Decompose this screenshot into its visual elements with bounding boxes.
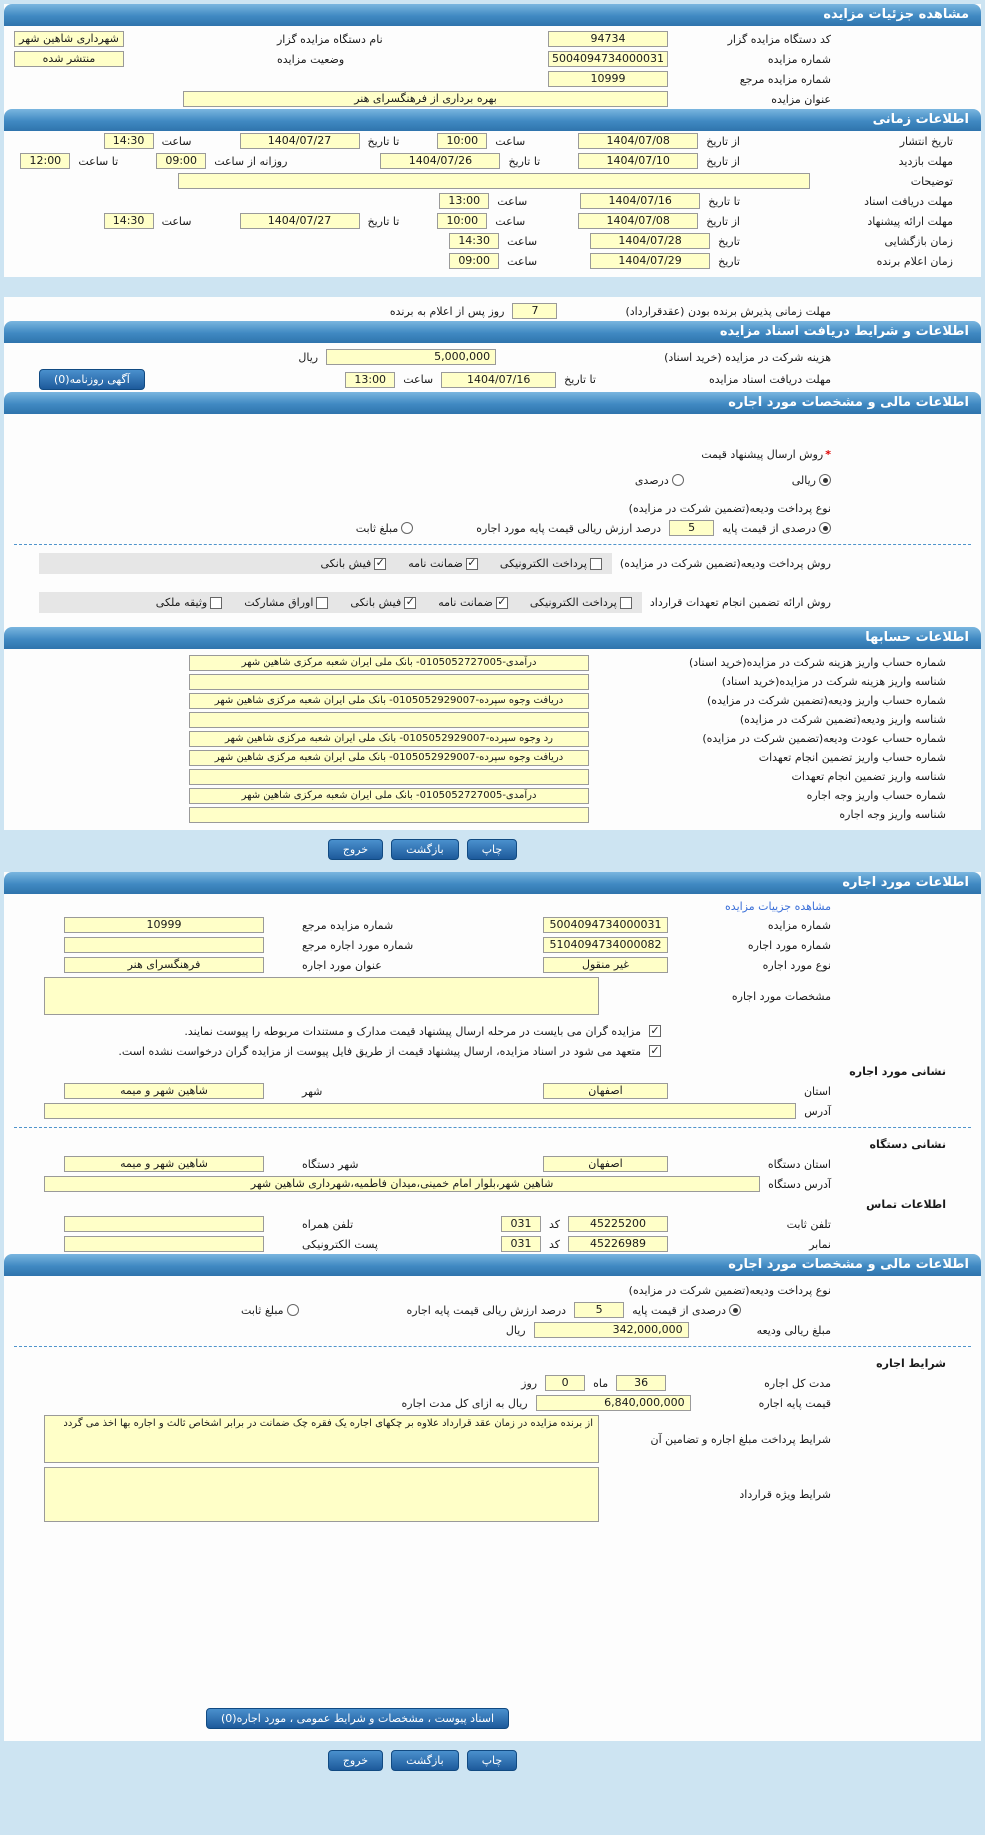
duration-label: مدت کل اجاره (764, 1376, 831, 1390)
duration-days-field[interactable]: 0 (545, 1375, 585, 1391)
row-receive-docs-time (4, 191, 981, 211)
row-account-obligation (4, 748, 981, 767)
device-address-label: آدرس دستگاه (768, 1177, 831, 1191)
visit-daily-to-label: تا ساعت (78, 154, 119, 168)
item-city-label: شهر (302, 1084, 323, 1098)
visit-to-date-label: تا تاریخ (508, 154, 541, 168)
row-device-province (4, 1154, 981, 1174)
offer-to-date-field[interactable]: 1404/07/27 (240, 213, 360, 229)
receive-docs-to-date-label: تا تاریخ (708, 194, 740, 208)
item-number-label: شماره مورد اجاره (747, 938, 831, 952)
winner-time-field[interactable]: 09:00 (449, 253, 499, 269)
dashed-divider (14, 1127, 971, 1128)
row-doc-fee (4, 347, 981, 367)
checkbox-attachment-required[interactable] (649, 1025, 661, 1037)
auction-details-header: مشاهده جزئیات مزایده (4, 4, 981, 26)
row-item-deposit-options (4, 1300, 981, 1320)
row-send-method-options (4, 470, 981, 490)
dashed-divider (14, 544, 971, 545)
deposit-amount-label: مبلغ ریالی ودیعه (756, 1323, 831, 1337)
option-g-property[interactable] (156, 596, 222, 609)
fax-code-field[interactable]: 031 (501, 1236, 541, 1252)
no-file-request-text: متعهد می شود در اسناد مزایده، ارسال پیشنهاد قیمت از طریق فایل پیوست از مزایده گران درخواست نشده است. (118, 1044, 641, 1058)
g-bank-slip-label: فیش بانکی (350, 596, 402, 609)
item-province-label: استان (803, 1084, 831, 1098)
item-type-field[interactable]: غیر منقول (543, 957, 668, 973)
row-deposit-type-label (4, 498, 981, 518)
item-auction-ref-field[interactable]: 10999 (64, 917, 264, 933)
phone-label: تلفن ثابت (786, 1217, 831, 1231)
guarantee-method-label: روش ارائه تضمین انجام تعهدات قرارداد (649, 596, 831, 609)
option-rial[interactable] (792, 474, 831, 487)
print-button[interactable]: چاپ (467, 839, 518, 860)
row-item-type (4, 955, 981, 975)
option-percent-label: درصدی (634, 473, 669, 487)
row-item-address (4, 1101, 981, 1121)
row-account-doc-fee (4, 653, 981, 672)
receive-docs-label: مهلت دریافت اسناد (864, 194, 953, 208)
account-deposit-return-label: شماره حساب عودت ودیعه(تضمین شرکت در مزایده) (702, 732, 946, 745)
device-province-label: استان دستگاه (767, 1157, 831, 1171)
device-name-label: نام دستگاه مزایده گزار (277, 32, 383, 46)
checkbox-electronic-payment[interactable] (590, 558, 602, 570)
doc-deadline-time-label: ساعت (403, 373, 434, 386)
visit-to-date-field[interactable]: 1404/07/26 (380, 153, 500, 169)
account-deposit-id-field[interactable] (189, 712, 589, 728)
duration-months-field[interactable]: 36 (616, 1375, 666, 1391)
auction-status-label: وضعیت مزایده (277, 52, 345, 66)
duration-days-label: روز (521, 1376, 538, 1390)
account-rent-id-label: شناسه واریز وجه اجاره (839, 808, 946, 821)
deposit-amount-field[interactable]: 342,000,000 (534, 1322, 689, 1338)
row-contact-section (4, 1194, 981, 1214)
row-device-address-section (4, 1134, 981, 1154)
row-account-obligation-id (4, 767, 981, 786)
opening-date-field[interactable]: 1404/07/28 (590, 233, 710, 249)
option-deposit-percent[interactable] (722, 522, 831, 535)
radio-item-deposit-fixed[interactable] (287, 1304, 299, 1316)
doc-deadline-time-field[interactable]: 13:00 (345, 372, 395, 388)
phone-field[interactable]: 45225200 (568, 1216, 668, 1232)
row-auction-number (4, 49, 981, 69)
option-item-deposit-percent[interactable] (632, 1304, 741, 1317)
account-deposit-label: شماره حساب واریز ودیعه(تضمین شرکت در مزایده) (707, 694, 946, 707)
item-address-section-label: نشانی مورد اجاره (849, 1064, 946, 1078)
special-terms-label: شرایط ویژه قرارداد (739, 1488, 831, 1501)
phone-code-label: کد (548, 1217, 560, 1231)
checkbox-g-guarantee-letter[interactable] (496, 597, 508, 609)
auction-title-field[interactable]: بهره برداری از فرهنگسرای هنر (183, 91, 668, 107)
row-device (4, 26, 981, 49)
item-city-field[interactable]: شاهین شهر و میمه (64, 1083, 264, 1099)
terms-section-label: شرایط اجاره (876, 1356, 946, 1370)
fax-field[interactable]: 45226989 (568, 1236, 668, 1252)
actions-row-2 (0, 1741, 985, 1783)
item-auction-ref-label: شماره مزایده مرجع (302, 918, 394, 932)
doc-fee-field[interactable]: 5,000,000 (326, 349, 496, 365)
docs-terms-header: اطلاعات و شرایط دریافت اسناد مزایده (4, 321, 981, 343)
device-province-field[interactable]: اصفهان (543, 1156, 668, 1172)
row-guarantee-method (4, 590, 981, 615)
row-item-specs (4, 975, 981, 1017)
doc-deadline-date-field[interactable]: 1404/07/16 (441, 372, 556, 388)
item-auction-number-label: شماره مزایده (767, 918, 831, 932)
row-account-deposit (4, 691, 981, 710)
item-specs-label: مشخصات مورد اجاره (731, 989, 831, 1003)
row-opening-time (4, 231, 981, 251)
back-button[interactable]: بازگشت (391, 839, 459, 860)
option-g-guarantee-letter[interactable] (438, 596, 508, 609)
attachments-button[interactable]: اسناد پیوست ، مشخصات و شرایط عمومی ، مورد اجاره(0) (206, 1708, 509, 1729)
item-address-label: آدرس (804, 1104, 831, 1118)
device-code-label: کد دستگاه مزایده گزار (727, 32, 831, 46)
item-address-field[interactable] (44, 1103, 796, 1119)
option-deposit-fixed[interactable] (356, 522, 413, 535)
account-doc-fee-label: شماره حساب واریز هزینه شرکت در مزایده(خرید اسناد) (688, 656, 946, 669)
guarantee-letter-label: ضمانت نامه (408, 557, 463, 570)
row-item-auction-number (4, 915, 981, 935)
account-doc-fee-id-label: شناسه واریز هزینه شرکت در مزایده(خرید اسناد) (721, 675, 946, 688)
publish-to-date-label: تا تاریخ (367, 134, 400, 148)
item-type-label: نوع مورد اجاره (762, 958, 831, 972)
special-terms-field[interactable] (44, 1467, 599, 1522)
g-electronic-label: پرداخت الکترونیکی (529, 596, 617, 609)
row-duration (4, 1373, 981, 1393)
notes-label: توضیحات (910, 174, 953, 188)
radio-deposit-percent[interactable] (819, 522, 831, 534)
item-title-field[interactable]: فرهنگسرای هنر (64, 957, 264, 973)
checkbox-guarantee-letter[interactable] (466, 558, 478, 570)
offer-from-time-field[interactable]: 10:00 (437, 213, 487, 229)
g-guarantee-letter-label: ضمانت نامه (438, 596, 493, 609)
device-city-label: شهر دستگاه (302, 1157, 359, 1171)
checkbox-g-bank-slip[interactable] (404, 597, 416, 609)
item-deposit-fixed-label: مبلغ ثابت (241, 1303, 284, 1317)
back-button-2[interactable]: بازگشت (391, 1750, 459, 1771)
g-bonds-label: اوراق مشارکت (244, 596, 314, 609)
option-bank-slip[interactable] (320, 557, 386, 570)
account-rent-field[interactable]: درآمدی-0105052727005- بانک ملی ایران شعبه مرکزی شاهین شهر (189, 788, 589, 804)
winner-date-label: تاریخ (718, 254, 740, 268)
deposit-type-label: نوع پرداخت ودیعه(تضمین شرکت در مزایده) (628, 501, 831, 515)
publish-to-date-field[interactable]: 1404/07/27 (240, 133, 360, 149)
financial-header-2: اطلاعات مالی و مشخصات مورد اجاره (4, 1254, 981, 1276)
visit-from-date-label: از تاریخ (706, 154, 740, 168)
option-g-electronic[interactable] (530, 596, 632, 609)
row-account-deposit-return (4, 729, 981, 748)
option-electronic-payment[interactable] (500, 557, 602, 570)
visit-daily-from-label: روزانه از ساعت (214, 154, 288, 168)
payment-terms-label: شرایط پرداخت مبلغ اجاره و تضامین آن (650, 1432, 831, 1446)
base-price-field[interactable]: 6,840,000,000 (536, 1395, 691, 1411)
row-deposit-type-options (4, 518, 981, 538)
bank-slip-label: فیش بانکی (320, 557, 372, 570)
accept-deadline-suffix: روز پس از اعلام به برنده (389, 304, 505, 318)
auction-status-field[interactable]: منتشر شده (14, 51, 124, 67)
auction-title-label: عنوان مزایده (771, 92, 831, 106)
item-ref-label: شماره مورد اجاره مرجع (302, 938, 414, 952)
g-property-label: وثیقه ملکی (155, 596, 208, 609)
publish-to-time-label: ساعت (161, 134, 192, 148)
row-account-doc-fee-id (4, 672, 981, 691)
financial-header-1: اطلاعات مالی و مشخصات مورد اجاره (4, 392, 981, 414)
account-rent-label: شماره حساب واریز وجه اجاره (806, 789, 946, 802)
row-details-link (4, 894, 981, 915)
send-method-label: روش ارسال پیشنهاد قیمت (701, 447, 824, 461)
publish-from-date-label: از تاریخ (706, 134, 740, 148)
winner-time-label: ساعت (507, 254, 538, 268)
radio-item-deposit-percent[interactable] (729, 1304, 741, 1316)
row-offer-time (4, 211, 981, 231)
row-account-rent (4, 786, 981, 805)
doc-fee-label: هزینه شرکت در مزایده (خرید اسناد) (664, 350, 831, 364)
mobile-field[interactable] (64, 1216, 264, 1232)
offer-from-date-label: از تاریخ (706, 214, 740, 228)
guarantee-options-strip (39, 592, 642, 613)
accounts-header: اطلاعات حسابها (4, 627, 981, 649)
doc-fee-unit: ریال (298, 350, 319, 364)
option-g-bonds[interactable] (244, 596, 328, 609)
base-price-suffix: ریال به ازای کل مدت اجاره (401, 1396, 528, 1410)
auction-number-field[interactable]: 5004094734000031 (548, 51, 668, 67)
row-deposit-pay-method (4, 551, 981, 576)
phone-code-field[interactable]: 031 (501, 1216, 541, 1232)
row-auction-ref (4, 69, 981, 89)
item-province-field[interactable]: اصفهان (543, 1083, 668, 1099)
offer-from-time-label: ساعت (495, 214, 526, 228)
view-auction-details-link[interactable]: مشاهده جزییات مزایده (725, 900, 831, 913)
row-visit-time (4, 151, 981, 171)
row-send-method-label (4, 444, 981, 464)
auction-details-panel (4, 4, 981, 277)
account-obligation-id-label: شناسه واریز تضمین انجام تعهدات (791, 770, 946, 783)
account-deposit-id-label: شناسه واریز ودیعه(تضمین شرکت در مزایده) (739, 713, 946, 726)
option-g-bank-slip[interactable] (350, 596, 416, 609)
docs-financial-panel (4, 297, 981, 830)
electronic-payment-label: پرداخت الکترونیکی (499, 557, 587, 570)
offer-to-time-label: ساعت (161, 214, 192, 228)
auction-ref-field[interactable]: 10999 (548, 71, 668, 87)
doc-deadline-to-label: تا تاریخ (564, 373, 596, 386)
fax-label: نمابر (809, 1237, 831, 1251)
publish-from-time-label: ساعت (495, 134, 526, 148)
doc-deadline-label: مهلت دریافت اسناد مزایده (708, 373, 831, 386)
option-rial-label: ریالی (791, 473, 816, 487)
row-doc-deadline (4, 367, 981, 392)
auction-number-label: شماره مزایده (767, 52, 831, 66)
account-obligation-field[interactable]: دریافت وجوه سپرده-0105052929007- بانک ملی ایران شعبه مرکزی شاهین شهر (189, 750, 589, 766)
deposit-percent-suffix: درصد ارزش ریالی قیمت پایه مورد اجاره (476, 521, 662, 535)
publish-from-time-field[interactable]: 10:00 (437, 133, 487, 149)
row-base-price (4, 1393, 981, 1413)
checkbox-no-file-request[interactable] (649, 1045, 661, 1057)
receive-docs-time-label: ساعت (497, 194, 528, 208)
device-address-section-label: نشانی دستگاه (869, 1137, 946, 1151)
row-payment-terms (4, 1413, 981, 1465)
email-label: پست الکترونیکی (302, 1237, 378, 1251)
required-asterisk: * (825, 447, 831, 461)
auction-ref-label: شماره مزایده مرجع (739, 72, 831, 86)
accept-deadline-label: مهلت زمانی پذیرش برنده بودن (عقدقرارداد) (625, 304, 831, 318)
option-guarantee-letter[interactable] (408, 557, 478, 570)
duration-months-label: ماه (593, 1376, 609, 1390)
item-number-field[interactable]: 5104094734000082 (543, 937, 668, 953)
account-doc-fee-field[interactable]: درآمدی-0105052727005- بانک ملی ایران شعبه مرکزی شاهین شهر (189, 655, 589, 671)
account-obligation-id-field[interactable] (189, 769, 589, 785)
radio-rial[interactable] (819, 474, 831, 486)
notes-field[interactable] (178, 173, 810, 189)
item-specs-field[interactable] (44, 977, 599, 1015)
option-percent[interactable] (635, 474, 684, 487)
device-city-field[interactable]: شاهین شهر و میمه (64, 1156, 264, 1172)
row-item-address-section (4, 1061, 981, 1081)
publish-to-time-field[interactable]: 14:30 (104, 133, 154, 149)
item-title-label: عنوان مورد اجاره (302, 958, 382, 972)
payment-terms-field[interactable]: از برنده مزایده در زمان عقد قرارداد علاوه بر چکهای اجاره یک فقره چک ضمانت در برابر اشخاص ثالث و اجاره بها اخذ می گردد (44, 1415, 599, 1463)
row-fax (4, 1234, 981, 1254)
email-field[interactable] (64, 1236, 264, 1252)
contact-section-label: اطلاعات تماس (866, 1197, 946, 1211)
opening-label: زمان بازگشایی (884, 234, 953, 248)
attachment-required-text: مزایده گران می بایست در مرحله ارسال پیشنهاد قیمت مدارک و مستندات مربوطه را پیوست نمایند. (184, 1024, 641, 1038)
item-ref-field[interactable] (64, 937, 264, 953)
row-winner-time (4, 251, 981, 271)
exit-button[interactable]: خروج (328, 839, 383, 860)
visit-label: مهلت بازدید (898, 154, 953, 168)
exit-button-2[interactable]: خروج (328, 1750, 383, 1771)
checkbox-g-electronic[interactable] (620, 597, 632, 609)
row-accept-deadline (4, 297, 981, 321)
row-item-deposit-type-label (4, 1280, 981, 1300)
device-code-field[interactable]: 94734 (548, 31, 668, 47)
offer-to-date-label: تا تاریخ (367, 214, 400, 228)
fax-code-label: کد (548, 1237, 560, 1251)
row-account-deposit-id (4, 710, 981, 729)
device-name-field[interactable]: شهرداری شاهین شهر (14, 31, 124, 47)
row-auction-title (4, 89, 981, 109)
time-info-header: اطلاعات زمانی (4, 109, 981, 131)
row-attachment-required-check (4, 1021, 981, 1041)
opening-time-label: ساعت (507, 234, 538, 248)
account-doc-fee-id-field[interactable] (189, 674, 589, 690)
account-deposit-return-field[interactable]: رد وجوه سپرده-0105052929007- بانک ملی ایران شعبه مرکزی شاهین شهر (189, 731, 589, 747)
row-special-terms (4, 1465, 981, 1524)
item-deposit-type-label: نوع پرداخت ودیعه(تضمین شرکت در مزایده) (628, 1283, 831, 1297)
item-deposit-percent-suffix: درصد ارزش ریالی قیمت پایه اجاره (406, 1303, 567, 1317)
checkbox-bank-slip[interactable] (374, 558, 386, 570)
device-address-field[interactable]: شاهین شهر،بلوار امام خمینی،میدان فاطمیه،شهرداری شاهین شهر (44, 1176, 760, 1192)
account-obligation-label: شماره حساب واریز تضمین انجام تعهدات (758, 751, 946, 764)
row-phone (4, 1214, 981, 1234)
visit-daily-from-field[interactable]: 09:00 (156, 153, 206, 169)
winner-date-field[interactable]: 1404/07/29 (590, 253, 710, 269)
row-device-address (4, 1174, 981, 1194)
accept-deadline-field[interactable]: 7 (512, 303, 557, 319)
checkbox-g-bonds[interactable] (316, 597, 328, 609)
newspaper-ad-button[interactable]: آگهی روزنامه(0) (39, 369, 145, 390)
opening-date-label: تاریخ (718, 234, 740, 248)
item-deposit-percent-label: درصدی از قیمت پایه (632, 1303, 726, 1317)
deposit-fixed-label: مبلغ ثابت (355, 521, 399, 535)
offer-label: مهلت ارائه پیشنهاد (867, 214, 953, 228)
visit-daily-to-field[interactable]: 12:00 (20, 153, 70, 169)
receive-docs-time-field[interactable]: 13:00 (439, 193, 489, 209)
actions-row-1 (0, 830, 985, 872)
row-notes (4, 171, 981, 191)
row-item-number (4, 935, 981, 955)
publish-from-date-field[interactable]: 1404/07/08 (578, 133, 698, 149)
deposit-pay-options-strip (39, 553, 612, 574)
radio-deposit-fixed[interactable] (401, 522, 413, 534)
rental-item-panel (4, 872, 981, 1741)
deposit-percent-label: درصدی از قیمت پایه (722, 521, 816, 535)
row-no-file-request-check (4, 1041, 981, 1061)
base-price-label: قیمت پایه اجاره (758, 1396, 831, 1410)
rental-item-header: اطلاعات مورد اجاره (4, 872, 981, 894)
print-button-2[interactable]: چاپ (467, 1750, 518, 1771)
visit-from-date-field[interactable]: 1404/07/10 (578, 153, 698, 169)
checkbox-g-property[interactable] (210, 597, 222, 609)
item-auction-number-field[interactable]: 5004094734000031 (543, 917, 668, 933)
row-deposit-amount (4, 1320, 981, 1340)
row-item-province (4, 1081, 981, 1101)
account-deposit-field[interactable]: دریافت وجوه سپرده-0105052929007- بانک ملی ایران شعبه مرکزی شاهین شهر (189, 693, 589, 709)
opening-time-field[interactable]: 14:30 (449, 233, 499, 249)
account-rent-id-field[interactable] (189, 807, 589, 823)
offer-from-date-field[interactable]: 1404/07/08 (578, 213, 698, 229)
item-deposit-percent-field[interactable]: 5 (574, 1302, 624, 1318)
deposit-pay-method-label: روش پرداخت ودیعه(تضمین شرکت در مزایده) (619, 557, 831, 570)
row-attachments-button (4, 1704, 981, 1735)
offer-to-time-field[interactable]: 14:30 (104, 213, 154, 229)
dashed-divider (14, 1346, 971, 1347)
deposit-amount-unit: ریال (505, 1323, 526, 1337)
row-account-rent-id (4, 805, 981, 824)
row-terms-section (4, 1353, 981, 1373)
radio-percent[interactable] (672, 474, 684, 486)
deposit-percent-field[interactable]: 5 (669, 520, 714, 536)
row-publish-time (4, 131, 981, 151)
publish-label: تاریخ انتشار (899, 134, 953, 148)
mobile-label: تلفن همراه (302, 1217, 354, 1231)
receive-docs-to-date-field[interactable]: 1404/07/16 (580, 193, 700, 209)
option-item-deposit-fixed[interactable] (241, 1304, 298, 1317)
winner-label: زمان اعلام برنده (876, 254, 953, 268)
